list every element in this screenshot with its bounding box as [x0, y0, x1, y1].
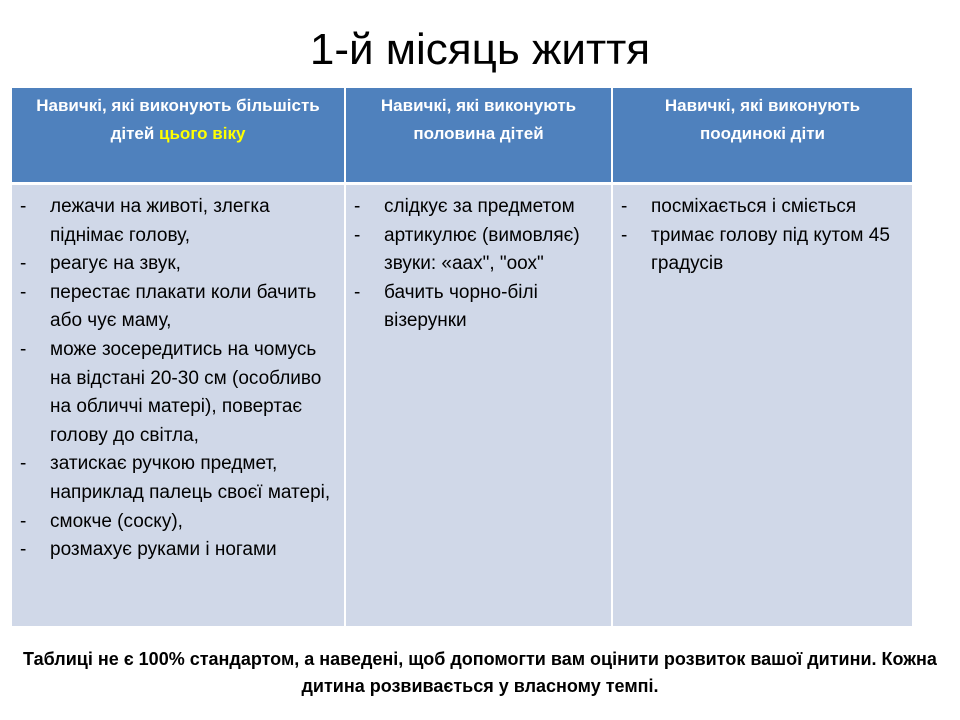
list-item-text: перестає плакати коли бачить або чує маму, — [50, 281, 317, 332]
list-item-text: посміхається і сміється — [651, 196, 857, 217]
list-item — [352, 222, 605, 279]
list-item — [352, 279, 605, 336]
bullet-dash: - — [20, 338, 27, 360]
list-item — [352, 193, 605, 222]
column-half-children — [345, 184, 612, 627]
list-item-text: лежачи на животі, злегка піднімає голову, — [50, 196, 270, 246]
list-item — [18, 193, 338, 250]
footnote: Таблиці не є 100% стандартом, а наведені, щоб допомогти вам оцінити розвиток вашої дитини. Кожна дитина розвивається у власному темпі. — [23, 649, 937, 696]
column-most-children — [12, 184, 345, 627]
list-item — [18, 250, 338, 279]
list-item — [18, 279, 338, 336]
list-item — [18, 536, 338, 565]
bullet-dash: - — [354, 281, 361, 303]
table-header-row — [12, 88, 912, 184]
list-item-text: артикулює (вимовляє) звуки: «аах", "оох" — [384, 224, 580, 275]
bullet-dash: - — [354, 196, 361, 217]
list-item — [18, 508, 338, 537]
list-item — [18, 336, 338, 450]
bullet-dash: - — [20, 510, 27, 532]
header-most-children — [12, 88, 345, 184]
column-few-children — [612, 184, 912, 627]
bullet-dash: - — [621, 224, 628, 246]
list-item-text: реагує на звук, — [50, 253, 181, 275]
header-few-children — [612, 88, 912, 184]
bullet-dash: - — [20, 539, 27, 561]
bullet-dash: - — [20, 281, 27, 303]
header-text: Навичкі, які виконують більшість дітей — [36, 96, 320, 143]
list-item — [619, 222, 906, 279]
list-item-text: розмахує руками і ногами — [50, 539, 277, 561]
header-highlight-text: цього віку — [159, 124, 246, 143]
bullet-dash: - — [354, 224, 361, 246]
skills-table — [12, 88, 912, 626]
list-item-text: затискає ручкою предмет, наприклад палець своєї матері, — [50, 453, 331, 503]
header-half-children — [345, 88, 612, 184]
bullet-dash: - — [20, 253, 27, 275]
list-item-text: може зосередитись на чомусь на відстані 20-30 см (особливо на обличчі матері), повертає голову до світла, — [50, 338, 322, 446]
slide-title: 1-й місяць життя — [309, 25, 651, 74]
header-text: Навичкі, які виконують половина дітей — [380, 96, 577, 143]
table-body-row — [12, 184, 912, 627]
list-item — [619, 193, 906, 222]
list-item-text: слідкує за предметом — [384, 196, 575, 217]
list-item-text: тримає голову під кутом 45 градусів — [651, 224, 890, 275]
list-item — [18, 450, 338, 507]
list-item-text: смокче (соску), — [50, 510, 183, 532]
bullet-dash: - — [621, 196, 628, 217]
bullet-dash: - — [20, 453, 27, 475]
bullet-dash: - — [20, 196, 27, 217]
header-text: Навичкі, які виконують поодинокі діти — [664, 96, 861, 143]
list-item-text: бачить чорно-білі візерунки — [384, 281, 538, 332]
